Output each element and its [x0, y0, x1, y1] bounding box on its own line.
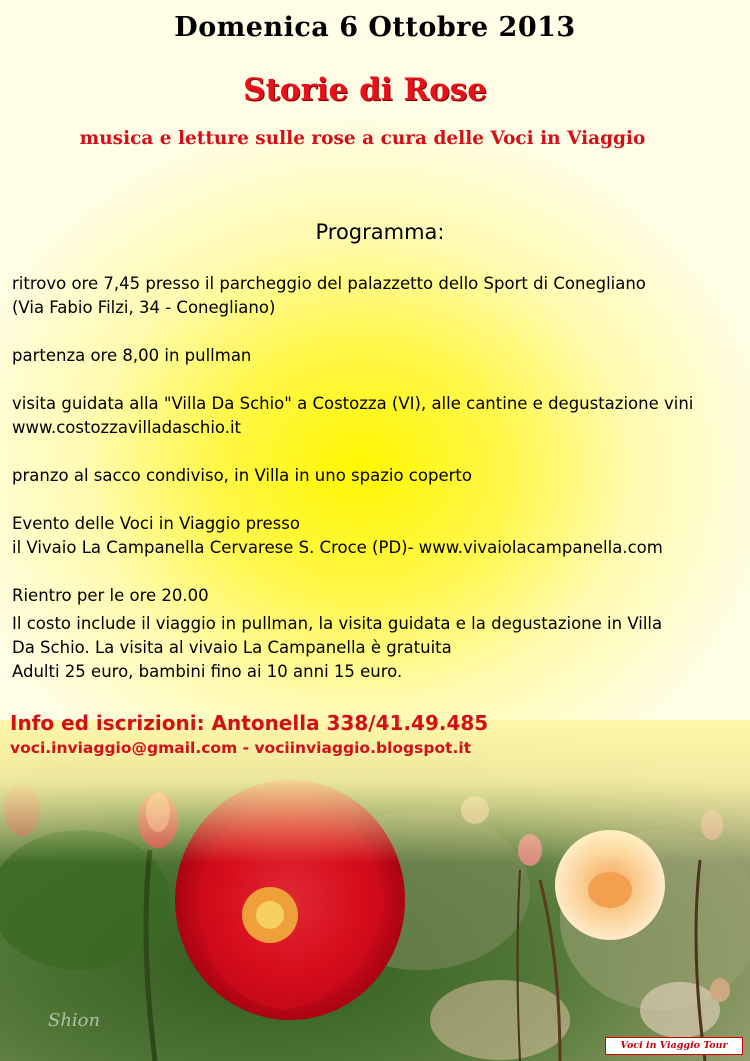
event-subtitle: musica e letture sulle rose a cura delle Voci in Viaggio: [79, 128, 646, 149]
info-registration: Info ed iscrizioni: Antonella 338/41.49.485: [10, 711, 489, 735]
return-line: Rientro per le ore 20.00: [12, 586, 209, 605]
event-line-2: il Vivaio La Campanella Cervarese S. Croce (PD)- www.vivaiolacampanella.com: [12, 538, 663, 557]
departure-line: partenza ore 8,00 in pullman: [12, 346, 252, 365]
program-body: [12, 272, 747, 684]
visit-line-1: visita guidata alla "Villa Da Schio" a Costozza (VI), alle cantine e degustazione vini: [12, 394, 694, 413]
meeting-line-2: (Via Fabio Filzi, 34 - Conegliano): [12, 298, 276, 317]
meeting-line-1: ritrovo ore 7,45 presso il parcheggio del palazzetto dello Sport di Conegliano: [12, 274, 646, 293]
cost-line-1: Il costo include il viaggio in pullman, la visita guidata e la degustazione in Villa: [12, 614, 663, 633]
visit-link[interactable]: www.costozzavilladaschio.it: [12, 418, 242, 437]
roses-photo: [0, 720, 750, 1061]
cost-line-2: Da Schio. La visita al vivaio La Campanella è gratuita: [12, 638, 452, 657]
lunch-line: pranzo al sacco condiviso, in Villa in uno spazio coperto: [12, 466, 472, 485]
program-heading: Programma:: [315, 220, 445, 244]
prices-line: Adulti 25 euro, bambini fino ai 10 anni 15 euro.: [12, 662, 403, 681]
event-line-1: Evento delle Voci in Viaggio presso: [12, 514, 300, 533]
event-title: Storie di Rose: [243, 72, 487, 108]
voci-in-viaggio-badge: Voci in Viaggio Tour: [605, 1037, 743, 1055]
event-date: Domenica 6 Ottobre 2013: [174, 12, 576, 43]
photographer-signature: Shion: [48, 1010, 101, 1031]
contact-links[interactable]: voci.inviaggio@gmail.com - vociinviaggio.blogspot.it: [10, 739, 472, 757]
